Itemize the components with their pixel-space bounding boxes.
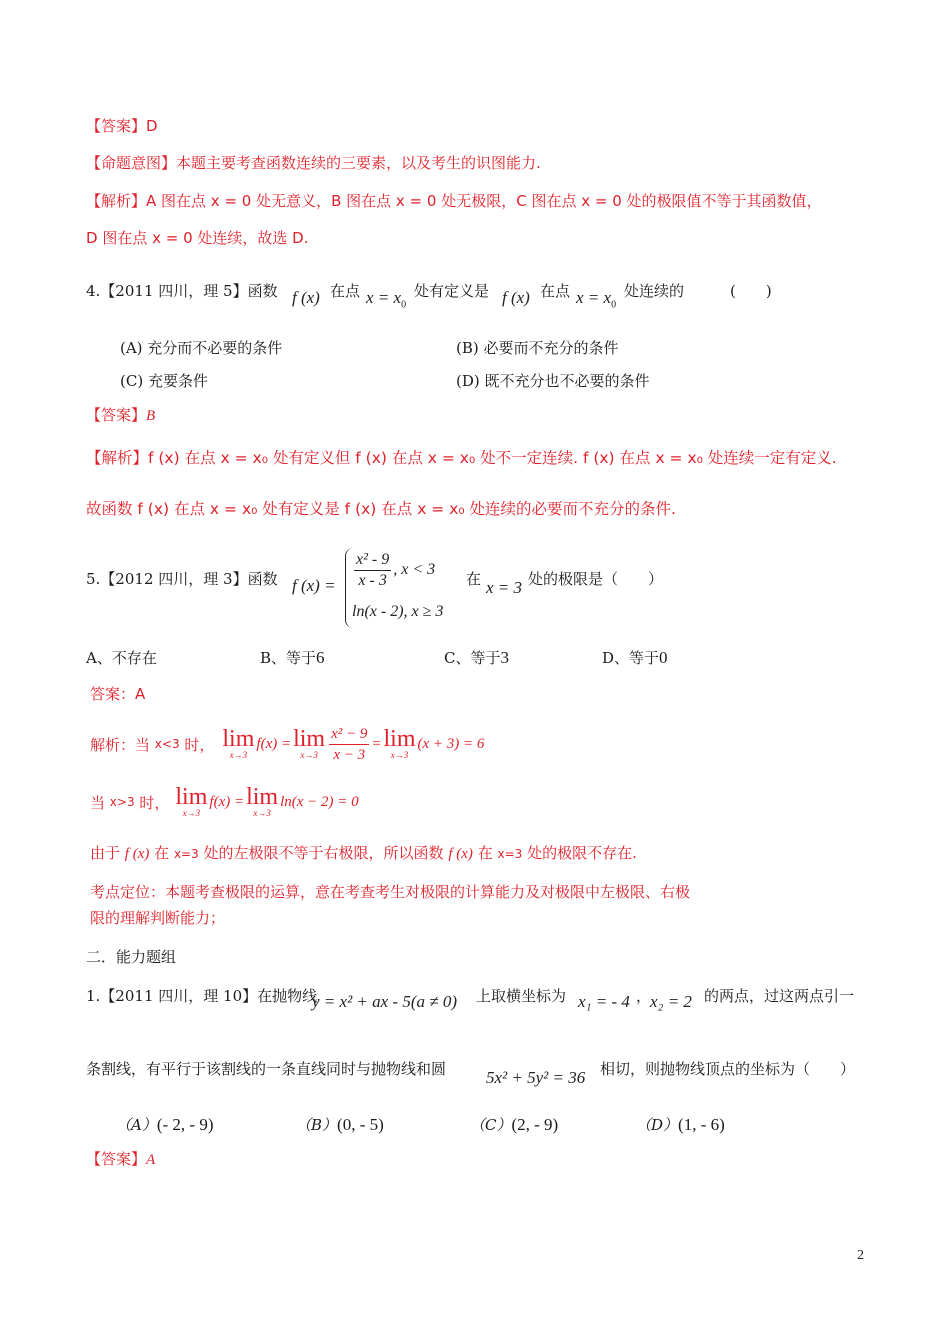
intent-line: 【命题意图】本题主要考查函数连续的三要素，以及考生的识图能力.: [86, 154, 541, 172]
q5-conclusion: 由于 f (x) 在 x=3 处的左极限不等于右极限，所以函数 f (x) 在 x=3 处的极限不存在.: [90, 844, 637, 862]
q4-answer: 【答案】B: [86, 406, 156, 424]
analysis-line-1: 【解析】A 图在点 x = 0 处无意义，B 图在点 x = 0 处无极限，C 图在点 x = 0 处的极限值不等于其函数值，: [86, 192, 822, 210]
s2-q1-mid: 上取横坐标为: [476, 987, 567, 1005]
q5-analysis-case1: 解析：当 x<3 时， lim x→3 f(x) = lim x→3 $\frac{\text{x² − 9}}{x - 3}$ = lim x→3 (x + 3) = 6: [90, 725, 485, 763]
s2-q1-tail: 的两点，过这两点引一: [704, 987, 855, 1005]
q4-answer-paren: ( ): [730, 282, 772, 300]
q5-option-c: C、等于3: [444, 648, 509, 667]
q5-stem-prefix: 5.【2012 四川，理 3】函数: [86, 570, 278, 588]
s2-q1-option-c: （C）(2, - 9): [470, 1115, 559, 1134]
q5-limit-text: 处的极限是（ ）: [528, 570, 664, 588]
q5-option-b: B、等于6: [260, 648, 325, 667]
s2-q1-option-b: （B）(0, - 5): [296, 1115, 384, 1134]
q5-kaodian-1: 考点定位：本题考查极限的运算，意在考查考生对极限的计算能力及对极限中左极限、右极: [90, 883, 691, 901]
q5-analysis-case2: 当 x>3 时， lim x→3 f(x) = lim x→3 ln(x − 2) = 0: [90, 784, 359, 818]
q4-option-a: (A) 充分而不必要的条件: [120, 339, 283, 357]
s2-q1-prefix: 1.【2011 四川，理 10】在抛物线: [86, 987, 318, 1005]
s2-q1-x2: x₂ = 2: [650, 992, 692, 1011]
s2-q1-comma: ，: [636, 987, 652, 1005]
s2-q1-line2b: 相切，则抛物线顶点的坐标为（ ）: [600, 1060, 856, 1078]
q4-fx-2: f (x): [502, 288, 530, 307]
s2-q1-option-a: （A）(- 2, - 9): [116, 1115, 214, 1134]
q5-option-a: A、不存在: [86, 649, 157, 667]
s2-q1-option-d: （D）(1, - 6): [636, 1115, 725, 1134]
q4-x-eq-x0-2: $x = x_0$: [576, 288, 617, 311]
page-number: 2: [857, 1248, 864, 1263]
q4-option-d: (D) 既不充分也不必要的条件: [456, 372, 650, 390]
q4-defined: 处有定义是: [414, 282, 490, 300]
q4-option-c: (C) 充要条件: [120, 372, 208, 390]
q4-analysis-1: 【解析】f (x) 在点 x = x₀ 处有定义但 f (x) 在点 x = x₀ 处不一定连续. f (x) 在点 x = x₀ 处连续一定有定义.: [86, 449, 837, 467]
q4-x-eq-x0: $x = x_0$: [366, 288, 407, 311]
q5-answer: 答案：A: [90, 685, 146, 703]
q4-stem-prefix: 4.【2011 四川，理 5】函数: [86, 282, 278, 300]
analysis-line-2: D 图在点 x = 0 处连续，故选 D.: [86, 229, 309, 247]
s2-q1-line2a: 条割线，有平行于该割线的一条直线同时与抛物线和圆: [86, 1060, 447, 1078]
q4-option-b: (B) 必要而不充分的条件: [456, 339, 619, 357]
s2-q1-circle: 5x² + 5y² = 36: [486, 1068, 586, 1087]
s2-q1-answer: 【答案】A: [86, 1150, 156, 1168]
q5-fx: f (x) =: [292, 576, 336, 595]
q5-option-d: D、等于0: [602, 648, 668, 667]
s2-q1-parabola: y = x² + ax - 5(a ≠ 0): [312, 992, 457, 1011]
q5-at: 在: [466, 570, 482, 588]
q4-continuous: 处连续的: [624, 282, 685, 300]
q5-kaodian-2: 限的理解判断能力；: [90, 909, 226, 927]
q4-at-point-2: 在点: [540, 282, 571, 300]
q5-case2: ln(x - 2), x ≥ 3: [352, 603, 444, 620]
q5-x-eq-3: x = 3: [486, 578, 523, 597]
q4-analysis-2: 故函数 f (x) 在点 x = x₀ 处有定义是 f (x) 在点 x = x₀ 处连续的必要而不充分的条件.: [86, 500, 676, 518]
q4-at-point: 在点: [330, 282, 361, 300]
s2-q1-x1: x₁ = - 4: [578, 992, 630, 1011]
answer-line-1: 【答案】D: [86, 117, 158, 135]
q5-case1: $\frac{\text{x² - 9}}{x - 3}$ , x < 3: [356, 551, 436, 589]
q4-fx: f (x): [292, 288, 320, 307]
section-title: 二．能力题组: [86, 948, 177, 966]
